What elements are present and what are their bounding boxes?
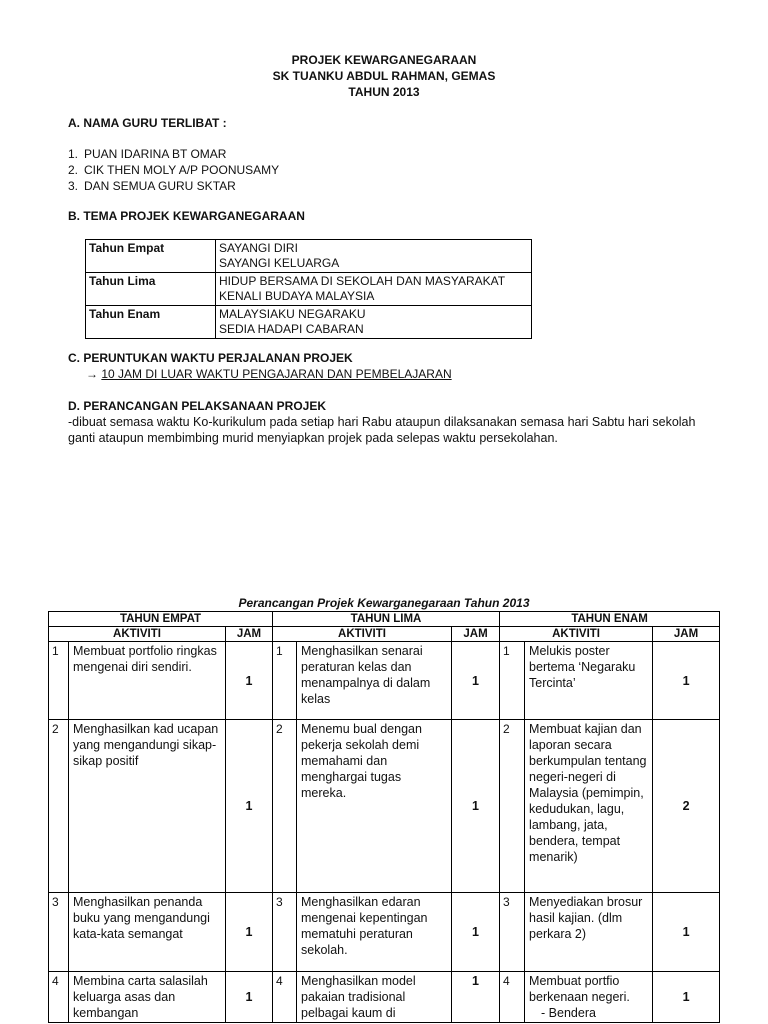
doc-year: TAHUN 2013 <box>348 85 420 99</box>
plan-caption: Perancangan Projek Kewarganegaraan Tahun 2013 <box>238 596 530 610</box>
table-row: 2 Menghasilkan kad ucapan yang mengandungi sikap-sikap positif 1 2 Menemu bual dengan pekerja sekolah demi memahami dan menghargai tugas mereka. 1 2 Membuat kajian dan laporan secara berkumpulan tentang negeri-negeri di Malaysia (pemimpin, kedudukan, lagu, lambang, jata, bendera, tempat menarik) 2 <box>49 720 720 893</box>
theme-values: SAYANGI DIRI SAYANGI KELUARGA <box>216 240 532 273</box>
activity-cell: Membina carta salasilah keluarga asas dan kembangan <box>69 972 226 1023</box>
hours-cell: 1 <box>226 893 273 972</box>
theme-values: MALAYSIAKU NEGARAKU SEDIA HADAPI CABARAN <box>216 306 532 339</box>
hours-cell: 1 <box>226 720 273 893</box>
activity-cell: Melukis poster bertema ‘Negaraku Tercinta’ <box>525 642 653 720</box>
teacher-item: 1. PUAN IDARINA BT OMAR <box>68 147 227 161</box>
group-empat: TAHUN EMPAT <box>49 612 273 627</box>
activity-cell: Menghasilkan kad ucapan yang mengandungi sikap-sikap positif <box>69 720 226 893</box>
col-hours: JAM <box>226 627 273 642</box>
time-allocation <box>86 367 452 381</box>
hours-cell: 1 <box>452 720 500 893</box>
hours-cell: 1 <box>653 893 720 972</box>
plan-column-header <box>49 627 720 642</box>
teacher-item: 3. DAN SEMUA GURU SKTAR <box>68 179 236 193</box>
section-d-title: D. PERANCANGAN PELAKSANAAN PROJEK <box>68 399 327 413</box>
activity-cell: Menghasilkan senarai peraturan kelas dan menampalnya di dalam kelas <box>297 642 452 720</box>
col-activity: AKTIVITI <box>500 627 653 642</box>
time-allocation-text: 10 JAM DI LUAR WAKTU PENGAJARAN DAN PEMBELAJARAN <box>101 367 452 381</box>
section-b-title: B. TEMA PROJEK KEWARGANEGARAAN <box>68 209 305 223</box>
activity-cell: Membuat portfolio ringkas mengenai diri sendiri. <box>69 642 226 720</box>
col-activity: AKTIVITI <box>49 627 226 642</box>
hours-cell: 1 <box>653 642 720 720</box>
activity-cell: Membuat portfio berkenaan negeri. - Bendera <box>525 972 653 1023</box>
school-name: SK TUANKU ABDUL RAHMAN, GEMAS <box>272 69 496 83</box>
teacher-item: 2. CIK THEN MOLY A/P POONUSAMY <box>68 163 280 177</box>
hours-cell: 2 <box>653 720 720 893</box>
theme-row <box>86 273 532 306</box>
section-d-text: -dibuat semasa waktu Ko-kurikulum pada setiap hari Rabu ataupun dilaksanakan semasa hari Sabtu hari sekolah ganti ataupun membimbing murid menyiapkan projek pada selepas waktu persekolahan. <box>68 415 696 445</box>
hours-cell: 1 <box>452 893 500 972</box>
group-enam: TAHUN ENAM <box>500 612 720 627</box>
hours-cell: 1 <box>226 972 273 1023</box>
activity-cell: Menghasilkan model pakaian tradisional pelbagai kaum di <box>297 972 452 1023</box>
theme-year-label: Tahun Empat <box>86 240 216 273</box>
table-row: 1 Membuat portfolio ringkas mengenai diri sendiri. 1 1 Menghasilkan senarai peraturan kelas dan menampalnya di dalam kelas 1 1 Melukis poster bertema ‘Negaraku Tercinta’ 1 <box>49 642 720 720</box>
col-activity: AKTIVITI <box>273 627 452 642</box>
table-row: 4 Membina carta salasilah keluarga asas dan kembangan 1 4 Menghasilkan model pakaian tradisional pelbagai kaum di 1 4 Membuat portfio berkenaan negeri. - Bendera 1 <box>49 972 720 1023</box>
col-hours: JAM <box>452 627 500 642</box>
activity-cell: Membuat kajian dan laporan secara berkumpulan tentang negeri-negeri di Malaysia (pemimpin, kedudukan, lagu, lambang, jata, bendera, tempat menarik) <box>525 720 653 893</box>
section-c-title: C. PERUNTUKAN WAKTU PERJALANAN PROJEK <box>68 351 353 365</box>
theme-table <box>85 239 532 339</box>
hours-cell: 1 <box>452 972 500 1023</box>
theme-row <box>86 306 532 339</box>
hours-cell: 1 <box>226 642 273 720</box>
activity-cell: Menemu bual dengan pekerja sekolah demi memahami dan menghargai tugas mereka. <box>297 720 452 893</box>
activity-cell: Menyediakan brosur hasil kajian. (dlm perkara 2) <box>525 893 653 972</box>
theme-year-label: Tahun Lima <box>86 273 216 306</box>
hours-cell: 1 <box>653 972 720 1023</box>
activity-cell: Menghasilkan edaran mengenai kepentingan mematuhi peraturan sekolah. <box>297 893 452 972</box>
hours-cell: 1 <box>452 642 500 720</box>
bullet-item: - Bendera <box>541 1006 596 1020</box>
table-row: 3 Menghasilkan penanda buku yang mengandungi kata-kata semangat 1 3 Menghasilkan edaran mengenai kepentingan mematuhi peraturan sekolah. 1 3 Menyediakan brosur hasil kajian. (dlm perkara 2) 1 <box>49 893 720 972</box>
plan-table <box>48 611 720 1023</box>
theme-year-label: Tahun Enam <box>86 306 216 339</box>
section-a-title: A. NAMA GURU TERLIBAT : <box>68 116 227 130</box>
col-hours: JAM <box>653 627 720 642</box>
theme-values: HIDUP BERSAMA DI SEKOLAH DAN MASYARAKAT KENALI BUDAYA MALAYSIA <box>216 273 532 306</box>
theme-row <box>86 240 532 273</box>
doc-title: PROJEK KEWARGANEGARAAN <box>291 53 477 67</box>
activity-cell: Menghasilkan penanda buku yang mengandungi kata-kata semangat <box>69 893 226 972</box>
group-lima: TAHUN LIMA <box>273 612 500 627</box>
arrow-right-icon: → <box>86 367 98 381</box>
plan-group-header <box>49 612 720 627</box>
